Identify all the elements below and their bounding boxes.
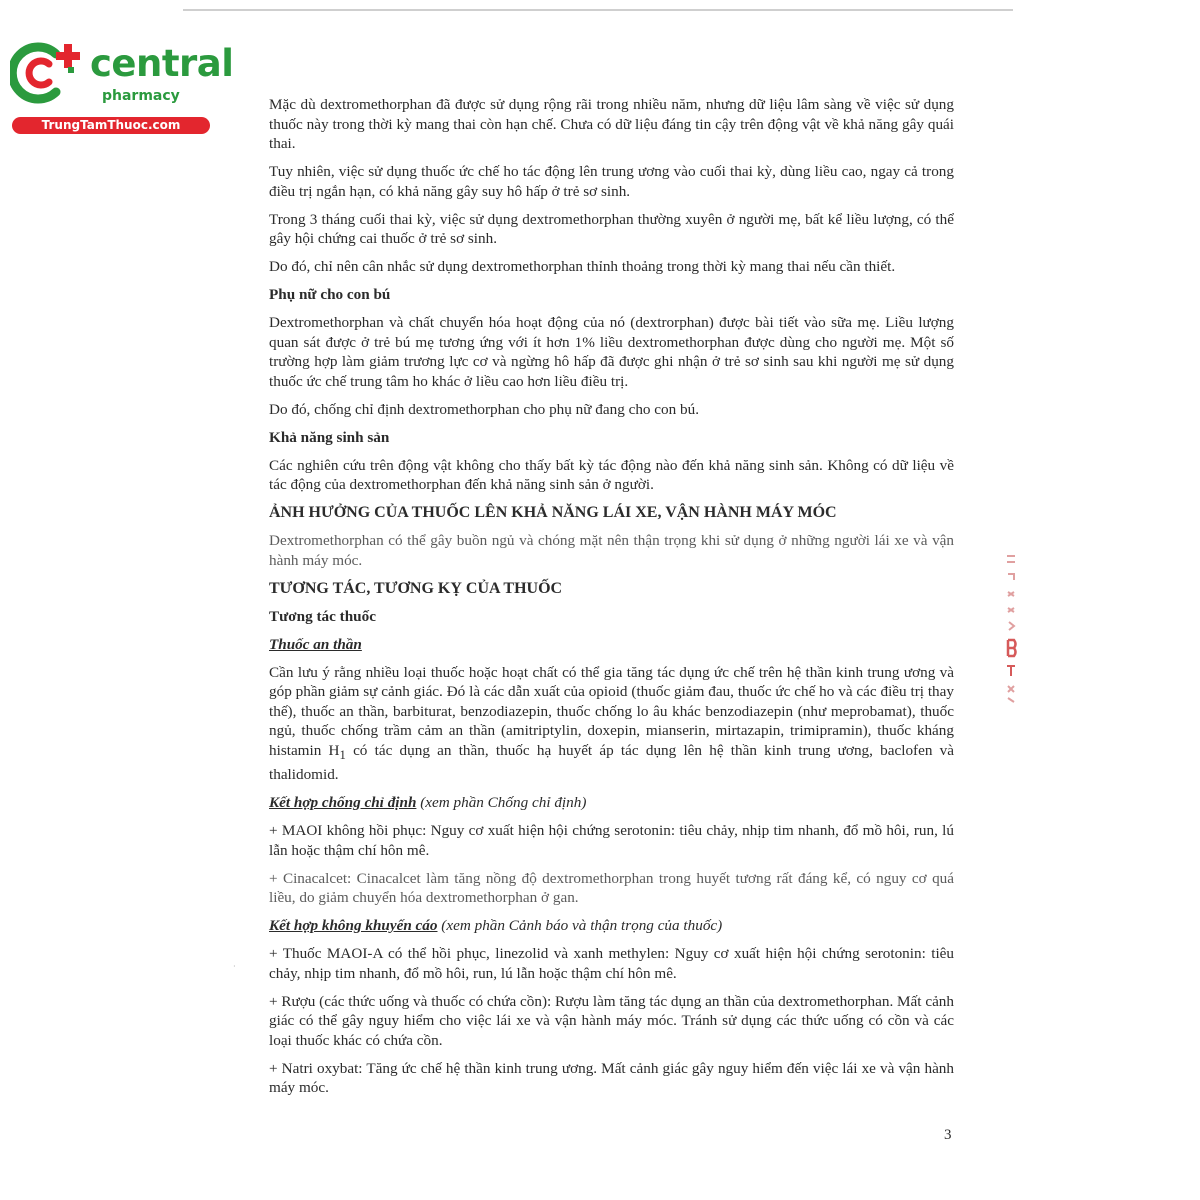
- pregnancy-paragraph-3: Trong 3 tháng cuối thai kỳ, việc sử dụng dextromethorphan thường xuyên ở người mẹ, bất kể liều lượng, có thể gây hội chứng cai thuốc ở trẻ sơ sinh.: [269, 210, 954, 247]
- sedatives-text-part-2: có tác dụng an thần, thuốc hạ huyết áp tác dụng lên hệ thần kinh trung ương, baclofen và thalidomid.: [269, 741, 954, 784]
- sedatives-heading: Thuốc an thần: [269, 635, 362, 653]
- scan-speck-mark: ·: [233, 962, 236, 971]
- h1-subscript: 1: [339, 747, 346, 762]
- central-pharmacy-logo[interactable]: [10, 38, 234, 138]
- drug-interactions-subheading: Tương tác thuốc: [269, 607, 376, 625]
- breastfeeding-paragraph-2: Do đó, chống chỉ định dextromethorphan cho phụ nữ đang cho con bú.: [269, 400, 700, 418]
- driving-paragraph: Dextromethorphan có thể gây buồn ngủ và chóng mặt nên thận trọng khi sử dụng ở những người lái xe và vận hành máy móc.: [269, 532, 954, 569]
- contraindicated-label: Kết hợp chống chỉ định: [269, 794, 417, 812]
- sedatives-text-part-1: Cần lưu ý rằng nhiều loại thuốc hoặc hoạt chất có thể gia tăng tác dụng ức chế trên hệ thần kinh trung ương và góp phần giảm sự cảnh giác. Đó là các dẫn xuất của opioid (thuốc giảm đau, thuốc ức chế ho và các điều trị thay thế), thuốc an thần, barbiturat, benzodiazepin, thuốc chống lo âu khác benzodiazepin (như meprobamat), thuốc ngủ, thuốc chống trầm cảm an thần (amitriptylin, doxepin, mianserin, mirtazapin, trimipramin), thuốc kháng histamin H: [269, 663, 954, 759]
- page-number: 3: [944, 1127, 952, 1143]
- pregnancy-paragraph-2: Tuy nhiên, việc sử dụng thuốc ức chế ho tác động lên trung ương vào cuối thai kỳ, dùng liều cao, ngay cả trong điều trị ngắn hạn, có khả năng gây suy hô hấp ở trẻ sơ sinh.: [269, 163, 954, 200]
- red-stamp-mark-icon: [999, 552, 1025, 706]
- contraindicated-item-cinacalcet: + Cinacalcet: Cinacalcet làm tăng nồng độ dextromethorphan trong huyết tương rất đáng kể, có nguy cơ quá liều, do giảm chuyển hóa dextromethorphan ở gan.: [269, 869, 954, 907]
- sedatives-paragraph: [269, 663, 954, 785]
- pregnancy-paragraph-1: Mặc dù dextromethorphan đã được sử dụng rộng rãi trong nhiều năm, nhưng dữ liệu lâm sàng về việc sử dụng thuốc này trong thời kỳ mang thai còn hạn chế. Chưa có dữ liệu đáng tin cậy trên động vật về khả năng gây quái thai.: [269, 96, 954, 152]
- top-rule: [183, 9, 1013, 11]
- not-recommended-item-alcohol: + Rượu (các thức uống và thuốc có chứa cồn): Rượu làm tăng tác dụng an thần của dextromethorphan. Mất cảnh giác có thể gây nguy hiểm cho việc lái xe và vận hành máy móc. Tránh sử dụng các thức uống có cồn và các loại thuốc khác có chứa cồn.: [269, 992, 954, 1049]
- logo-website-badge[interactable]: TrungTamThuoc.com: [12, 117, 210, 134]
- logo-brand-name: central: [90, 42, 234, 85]
- contraindicated-item-maoi: + MAOI không hồi phục: Nguy cơ xuất hiện hội chứng serotonin: tiêu chảy, nhịp tim nhanh, đổ mồ hôi, run, lú lẫn hoặc thậm chí hôn mê.: [269, 822, 954, 859]
- not-recommended-combination-heading: [269, 916, 954, 936]
- fertility-heading: Khả năng sinh sản: [269, 428, 390, 446]
- contraindicated-note: (xem phần Chống chỉ định): [416, 794, 587, 812]
- breastfeeding-heading: Phụ nữ cho con bú: [269, 286, 391, 303]
- document-body: [269, 95, 954, 1106]
- breastfeeding-paragraph-1: Dextromethorphan và chất chuyển hóa hoạt động của nó (dextrorphan) được bài tiết vào sữa mẹ. Liều lượng quan sát được ở trẻ bú mẹ tương ứng với ít hơn 1% liều dextromethorphan được dùng cho người mẹ. Một số trường hợp làm giảm trương lực cơ và ngừng hô hấp đã được ghi nhận ở trẻ sơ sinh sau khi người mẹ sử dụng thuốc ức chế trung tâm ho khác ở liều cao hơn liều điều trị.: [269, 314, 954, 390]
- not-recommended-item-sodium-oxybate: + Natri oxybat: Tăng ức chế hệ thần kinh trung ương. Mất cảnh giác gây nguy hiểm đến việc lái xe và vận hành máy móc.: [269, 1059, 954, 1097]
- interactions-section-heading: TƯƠNG TÁC, TƯƠNG KỴ CỦA THUỐC: [269, 579, 563, 597]
- pharmacy-cross-logo-icon: [10, 40, 86, 106]
- pregnancy-paragraph-4: Do đó, chỉ nên cân nhắc sử dụng dextromethorphan thỉnh thoảng trong thời kỳ mang thai nếu cần thiết.: [269, 258, 896, 275]
- logo-brand-subtitle: pharmacy: [102, 88, 180, 104]
- not-recommended-note: (xem phần Cảnh báo và thận trọng của thuốc): [437, 917, 723, 935]
- driving-section-heading: ẢNH HƯỞNG CỦA THUỐC LÊN KHẢ NĂNG LÁI XE, VẬN HÀNH MÁY MÓC: [269, 504, 837, 521]
- not-recommended-label: Kết hợp không khuyến cáo: [269, 917, 438, 935]
- fertility-paragraph-1: Các nghiên cứu trên động vật không cho thấy bất kỳ tác động nào đến khả năng sinh sản. Không có dữ liệu về tác động của dextromethorphan đến khả năng sinh sản ở người.: [269, 456, 954, 493]
- contraindicated-combination-heading: [269, 793, 954, 813]
- not-recommended-item-maoi-a: + Thuốc MAOI-A có thể hồi phục, linezolid và xanh methylen: Nguy cơ xuất hiện hội chứng serotonin: tiêu chảy, nhịp tim nhanh, đổ mồ hôi, run, lú lẫn hoặc thậm chí hôn mê.: [269, 945, 954, 982]
